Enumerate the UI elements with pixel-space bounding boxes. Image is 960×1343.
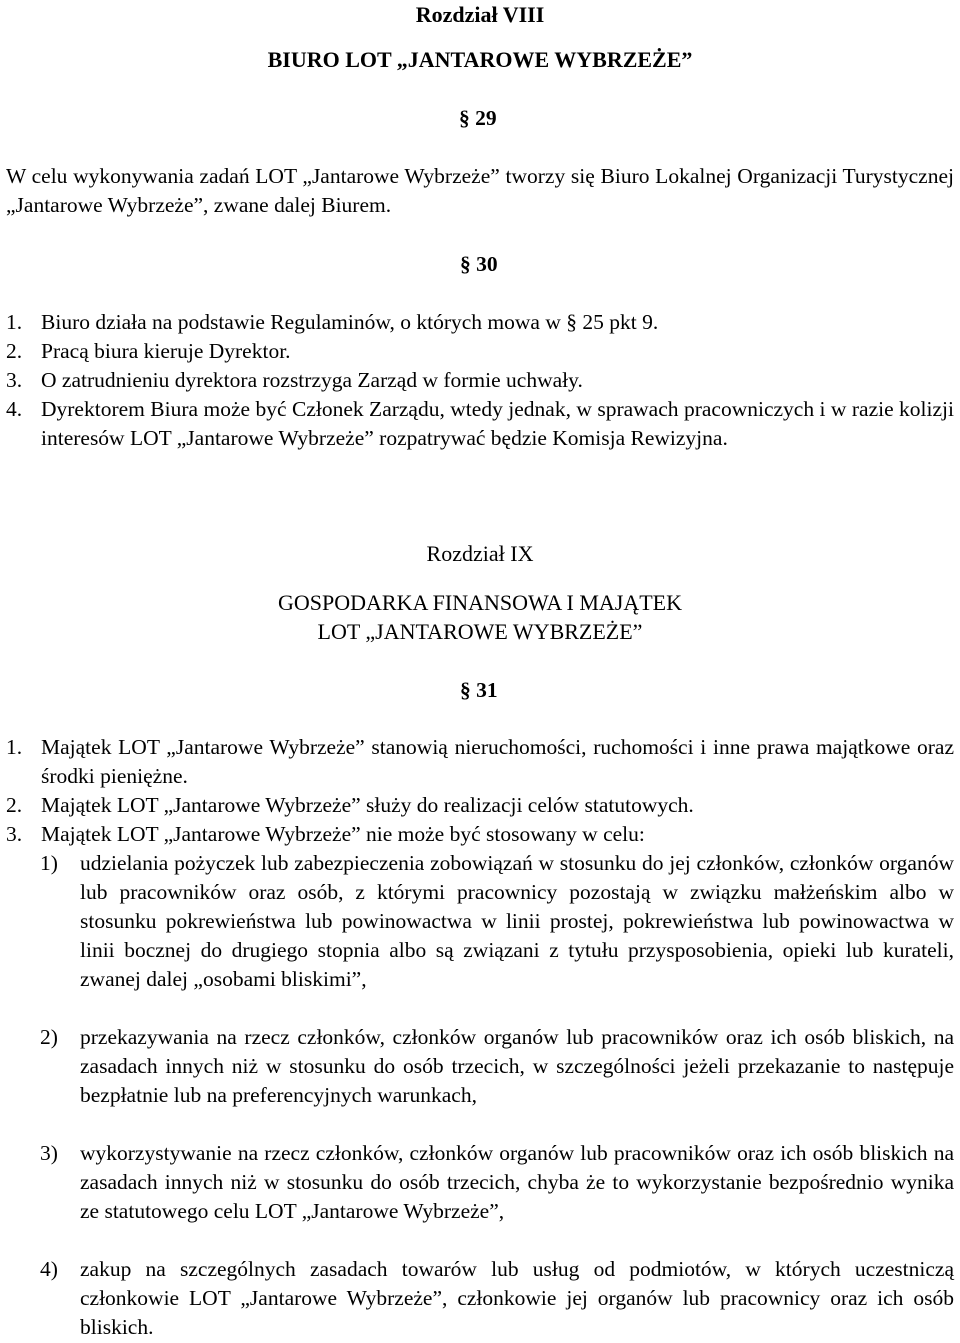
section-31-subitem-2 <box>40 1023 954 1110</box>
section-29-text: W celu wykonywania zadań LOT „Jantarowe Wybrzeże” tworzy się Biuro Lokalnej Organizacji Turystycznej „Jantarowe Wybrzeże”, zwane dalej Biurem. <box>6 164 954 217</box>
chapter-8-subtitle: BIURO LOT „JANTAROWE WYBRZEŻE” <box>267 47 693 72</box>
chapter-9-subtitle-line-2: LOT „JANTAROWE WYBRZEŻE” <box>317 619 643 644</box>
chapter-9-title: Rozdział IX <box>426 541 534 566</box>
subitem-text: zakup na szczególnych zasadach towarów lub usług od podmiotów, w których uczestniczą członkowie LOT „Jantarowe Wybrzeże”, członkowie jej organów lub pracownicy oraz ich osób bliskich. <box>80 1257 954 1339</box>
section-29-heading: § 29 <box>459 106 497 130</box>
section-31-subitem-4 <box>40 1255 954 1342</box>
subitem-text: wykorzystywanie na rzecz członków, członków organów lub pracowników oraz ich osób bliskich na zasadach innych niż w stosunku do osób trzecich, chyba że to wykorzystanie bezpośrednio wynika ze statutowego celu LOT „Jantarowe Wybrzeże”, <box>80 1141 954 1223</box>
item-text: Pracą biura kieruje Dyrektor. <box>41 339 291 363</box>
item-number: 1. <box>6 310 23 334</box>
item-number: 2. <box>6 793 23 817</box>
chapter-8-title: Rozdział VIII <box>415 2 545 27</box>
subitem-text: udzielania pożyczek lub zabezpieczenia zobowiązań w stosunku do jej członków, członków organów lub pracowników oraz osób, z którymi pracownicy pozostają w związku małżeńskim albo w stosunku pokrewieństwa lub powinowactwa w linii prostej, pokrewieństwa lub powinowactwa w linii bocznej do drugiego stopnia albo są związani z tytułu przysposobienia, opieki lub kurateli, zwanej dalej „osobami bliskimi”, <box>80 851 954 991</box>
section-30-item-1 <box>6 308 954 337</box>
item-number: 1. <box>6 735 23 759</box>
item-number: 2. <box>6 339 23 363</box>
section-31-subitem-3 <box>40 1139 954 1226</box>
item-text: Biuro działa na podstawie Regulaminów, o których mowa w § 25 pkt 9. <box>41 310 659 334</box>
item-number: 3. <box>6 368 23 392</box>
section-30-heading: § 30 <box>460 252 498 276</box>
subitem-number: 2) <box>40 1025 58 1049</box>
item-text: Majątek LOT „Jantarowe Wybrzeże” stanowią nieruchomości, ruchomości i inne prawa majątkowe oraz środki pieniężne. <box>41 735 954 788</box>
section-31-heading: § 31 <box>460 678 498 702</box>
section-31-subitem-1 <box>40 849 954 994</box>
section-30-item-2 <box>6 337 954 366</box>
item-text: O zatrudnieniu dyrektora rozstrzyga Zarząd w formie uchwały. <box>41 368 583 392</box>
item-text: Majątek LOT „Jantarowe Wybrzeże” służy do realizacji celów statutowych. <box>41 793 694 817</box>
subitem-text: przekazywania na rzecz członków, członków organów lub pracowników oraz ich osób bliskich, na zasadach innych niż w stosunku do osób trzecich, w szczególności jeżeli przekazanie to następuje bezpłatnie lub na preferencyjnych warunkach, <box>80 1025 954 1107</box>
subitem-number: 1) <box>40 851 58 875</box>
section-31-item-3 <box>6 820 954 849</box>
item-number: 3. <box>6 822 23 846</box>
chapter-9-subtitle-line-1: GOSPODARKA FINANSOWA I MAJĄTEK <box>278 590 682 615</box>
section-30-item-4 <box>6 395 954 453</box>
subitem-number: 4) <box>40 1257 58 1281</box>
subitem-number: 3) <box>40 1141 58 1165</box>
item-number: 4. <box>6 397 23 421</box>
item-text: Dyrektorem Biura może być Członek Zarządu, wtedy jednak, w sprawach pracowniczych i w razie kolizji interesów LOT „Jantarowe Wybrzeże” rozpatrywać będzie Komisja Rewizyjna. <box>41 397 954 450</box>
section-31-item-2 <box>6 791 954 820</box>
item-text: Majątek LOT „Jantarowe Wybrzeże” nie może być stosowany w celu: <box>41 822 645 846</box>
section-31-item-1 <box>6 733 954 791</box>
section-30-item-3 <box>6 366 954 395</box>
